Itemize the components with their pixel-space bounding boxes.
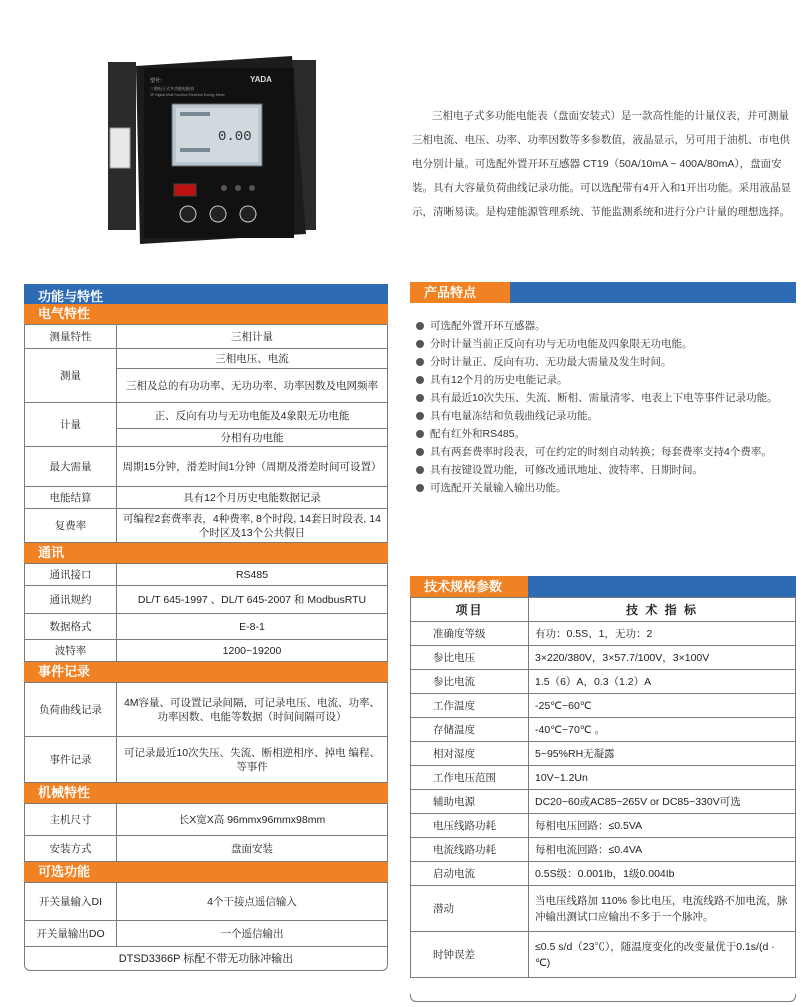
tech-row [411, 694, 796, 718]
row-key: 电能结算 [25, 487, 117, 509]
bullet-icon [416, 358, 424, 366]
row-key: 开关量输出DO [25, 921, 117, 947]
tech-row [411, 790, 796, 814]
feature-item [414, 444, 792, 460]
section-table [24, 324, 388, 543]
tech-value: 当电压线路加 110% 参比电压，电流线路不加电流，脉冲输出测试口应输出不多于一个脉冲。 [529, 886, 796, 932]
feature-text: 具有12个月的历史电能记录。 [430, 374, 568, 386]
tech-title: 技术规格参数 [410, 576, 528, 597]
feature-text: 具有电量冻结和负载曲线记录功能。 [430, 410, 598, 422]
feature-item [414, 480, 792, 496]
table-row [25, 403, 388, 429]
feature-item [414, 390, 792, 406]
row-key: 测量 [25, 349, 117, 403]
bullet-icon [416, 466, 424, 474]
row-value: 盘面安装 [117, 836, 388, 862]
bullet-icon [416, 430, 424, 438]
tech-row [411, 862, 796, 886]
row-value: 可编程2套费率表，4种费率, 8个时段, 14套日时段表, 14个时区及13个公共假日 [117, 509, 388, 543]
section-table [24, 682, 388, 783]
table-row [25, 883, 388, 921]
tech-value: 10V~1.2Un [529, 766, 796, 790]
row-value: 1200~19200 [117, 640, 388, 662]
tech-row [411, 932, 796, 978]
row-value: 一个遥信输出 [117, 921, 388, 947]
table-row [25, 487, 388, 509]
row-value: E-8-1 [117, 614, 388, 640]
section-title: 通讯 [24, 543, 388, 563]
tech-key: 参比电压 [411, 646, 529, 670]
tech-key: 工作温度 [411, 694, 529, 718]
row-value: 可记录最近10次失压、失流、断相逆相序、掉电 编程、等事件 [117, 737, 388, 783]
tech-row [411, 622, 796, 646]
tech-value: 有功：0.5S、1，无功：2 [529, 622, 796, 646]
tech-row [411, 814, 796, 838]
row-value: DL/T 645-1997 、DL/T 645-2007 和 ModbusRTU [117, 586, 388, 614]
table-row [25, 921, 388, 947]
function-footer-note: DTSD3366P 标配不带无功脉冲输出 [24, 947, 388, 971]
row-key: 主机尺寸 [25, 804, 117, 836]
feature-item [414, 354, 792, 370]
row-key: 数据格式 [25, 614, 117, 640]
tech-key: 电流线路功耗 [411, 838, 529, 862]
lcd-reading: 0.00 [218, 129, 252, 145]
row-value: 4M容量、可设置记录间隔，可记录电压、电流、功率、功率因数、电能等数据（时间间隔可设） [117, 683, 388, 737]
feature-item [414, 426, 792, 442]
row-key: 事件记录 [25, 737, 117, 783]
tech-key: 辅助电源 [411, 790, 529, 814]
tech-row [411, 646, 796, 670]
tech-value: 0.5S级：0.001Ib，1级0.004Ib [529, 862, 796, 886]
product-image [92, 48, 328, 244]
section-table [24, 882, 388, 947]
table-row [25, 586, 388, 614]
bullet-icon [416, 376, 424, 384]
section-table [24, 563, 388, 662]
feature-text: 具有按键设置功能，可修改通讯地址、波特率、日期时间。 [430, 464, 703, 476]
tech-row [411, 718, 796, 742]
tech-row [411, 838, 796, 862]
row-key: 计量 [25, 403, 117, 447]
tech-key: 时钟误差 [411, 932, 529, 978]
row-key: 测量特性 [25, 325, 117, 349]
device-model-label: 型号： [150, 78, 166, 84]
row-value: 三相及总的有功功率、无功功率、功率因数及电网频率 [117, 369, 388, 403]
row-key: 安装方式 [25, 836, 117, 862]
function-header [24, 284, 388, 304]
features-title: 产品特点 [410, 282, 510, 303]
table-row [25, 804, 388, 836]
feature-item [414, 336, 792, 352]
tech-key: 工作电压范围 [411, 766, 529, 790]
table-row [25, 349, 388, 369]
row-key: 通讯接口 [25, 564, 117, 586]
product-intro: 三相电子式多功能电能表（盘面安装式）是一款高性能的计量仪表，并可测量三相电流、电压、功率、功率因数等多参数值，液晶显示，另可用于油机、市电供电分别计量。可选配外置开环互感器 CT19（50A/10mA ~ 400A/80mA），盘面安装。具有大容量负荷曲线记录功能。可以选配带有4开入和1开出功能。采用液晶显示，清晰易读。是构建能源管理系统、节能监测系统和进行分户计量的理想选择。 [412, 110, 792, 218]
table-row [25, 737, 388, 783]
bullet-icon [416, 484, 424, 492]
bullet-icon [416, 340, 424, 348]
tech-key: 潜动 [411, 886, 529, 932]
tech-row [411, 886, 796, 932]
section-title: 机械特性 [24, 783, 388, 803]
row-value: 三相电压、电流 [117, 349, 388, 369]
row-value: 分相有功电能 [117, 429, 388, 447]
features-list [414, 318, 792, 498]
row-value: 三相计量 [117, 325, 388, 349]
row-value: 正、反向有功与无功电能及4象限无功电能 [117, 403, 388, 429]
feature-text: 可选配开关量输入输出功能。 [430, 482, 567, 494]
feature-text: 具有两套费率时段表，可在约定的时刻自动转换；每套费率支持4个费率。 [430, 446, 772, 458]
row-value: 长X宽X高 96mmx96mmx98mm [117, 804, 388, 836]
table-row [25, 640, 388, 662]
tech-row [411, 766, 796, 790]
meter-button-1[interactable] [180, 206, 196, 222]
tech-head-row [411, 598, 796, 622]
tech-head-cell: 技 术 指 标 [529, 598, 796, 622]
tech-head-cell: 项目 [411, 598, 529, 622]
row-key: 最大需量 [25, 447, 117, 487]
feature-item [414, 408, 792, 424]
table-row [25, 509, 388, 543]
tech-value: 每相电压回路：≤0.5VA [529, 814, 796, 838]
device-subtitle-en: 3P Digital Multi Function Electrical Energy Meter [150, 93, 225, 97]
tech-row [411, 742, 796, 766]
tech-key: 准确度等级 [411, 622, 529, 646]
row-value: 具有12个月历史电能数据记录 [117, 487, 388, 509]
feature-text: 分时计量正、反向有功、无功最大需量及发生时间。 [430, 356, 672, 368]
tech-key: 电压线路功耗 [411, 814, 529, 838]
tech-key: 相对湿度 [411, 742, 529, 766]
device-subtitle: 三相电子式多功能电能表 [150, 86, 194, 91]
table-row [25, 325, 388, 349]
section-table [24, 803, 388, 862]
bullet-icon [416, 412, 424, 420]
function-sections [24, 304, 388, 947]
bullet-icon [416, 448, 424, 456]
table-row [25, 836, 388, 862]
section-title: 电气特性 [24, 304, 388, 324]
tech-value: 每相电流回路：≤0.4VA [529, 838, 796, 862]
tech-value: DC20~60或AC85~265V or DC85~330V可选 [529, 790, 796, 814]
meter-button-2[interactable] [210, 206, 226, 222]
tech-key: 启动电流 [411, 862, 529, 886]
bullet-icon [416, 394, 424, 402]
table-row [25, 447, 388, 487]
tech-value: 3×220/380V，3×57.7/100V，3×100V [529, 646, 796, 670]
tech-value: ≤0.5 s/d（23℃），随温度变化的改变量优于0.1s/(d · ℃) [529, 932, 796, 978]
device-logo: YADA [250, 75, 272, 84]
tech-key: 参比电流 [411, 670, 529, 694]
feature-text: 分时计量当前正反向有功与无功电能及四象限无功电能。 [430, 338, 693, 350]
row-key: 通讯规约 [25, 586, 117, 614]
tech-table-footer [410, 994, 796, 1002]
function-table [24, 284, 388, 947]
row-value: 周期15分钟，滑差时间1分钟（周期及滑差时间可设置） [117, 447, 388, 487]
tech-table [410, 597, 796, 978]
row-key: 复费率 [25, 509, 117, 543]
feature-text: 可选配外置开环互感器。 [430, 320, 546, 332]
tech-value: -40℃~70℃ 。 [529, 718, 796, 742]
row-key: 负荷曲线记录 [25, 683, 117, 737]
tech-row [411, 670, 796, 694]
tech-key: 存储温度 [411, 718, 529, 742]
tech-value: 1.5（6）A，0.3（1.2）A [529, 670, 796, 694]
tech-value: -25℃~60℃ [529, 694, 796, 718]
section-title: 可选功能 [24, 862, 388, 882]
table-row [25, 564, 388, 586]
feature-text: 具有最近10次失压、失流、断相、需量清零、电表上下电等事件记录功能。 [430, 392, 778, 404]
feature-text: 配有红外和RS485。 [430, 428, 526, 440]
row-key: 开关量输入DI [25, 883, 117, 921]
tech-value: 5~95%RH无凝露 [529, 742, 796, 766]
meter-button-3[interactable] [240, 206, 256, 222]
section-title: 事件记录 [24, 662, 388, 682]
table-row [25, 614, 388, 640]
feature-item [414, 372, 792, 388]
row-key: 波特率 [25, 640, 117, 662]
row-value: RS485 [117, 564, 388, 586]
bullet-icon [416, 322, 424, 330]
feature-item [414, 318, 792, 334]
feature-item [414, 462, 792, 478]
function-header-title: 功能与特性 [38, 289, 104, 304]
row-value: 4个干接点遥信输入 [117, 883, 388, 921]
table-row [25, 683, 388, 737]
